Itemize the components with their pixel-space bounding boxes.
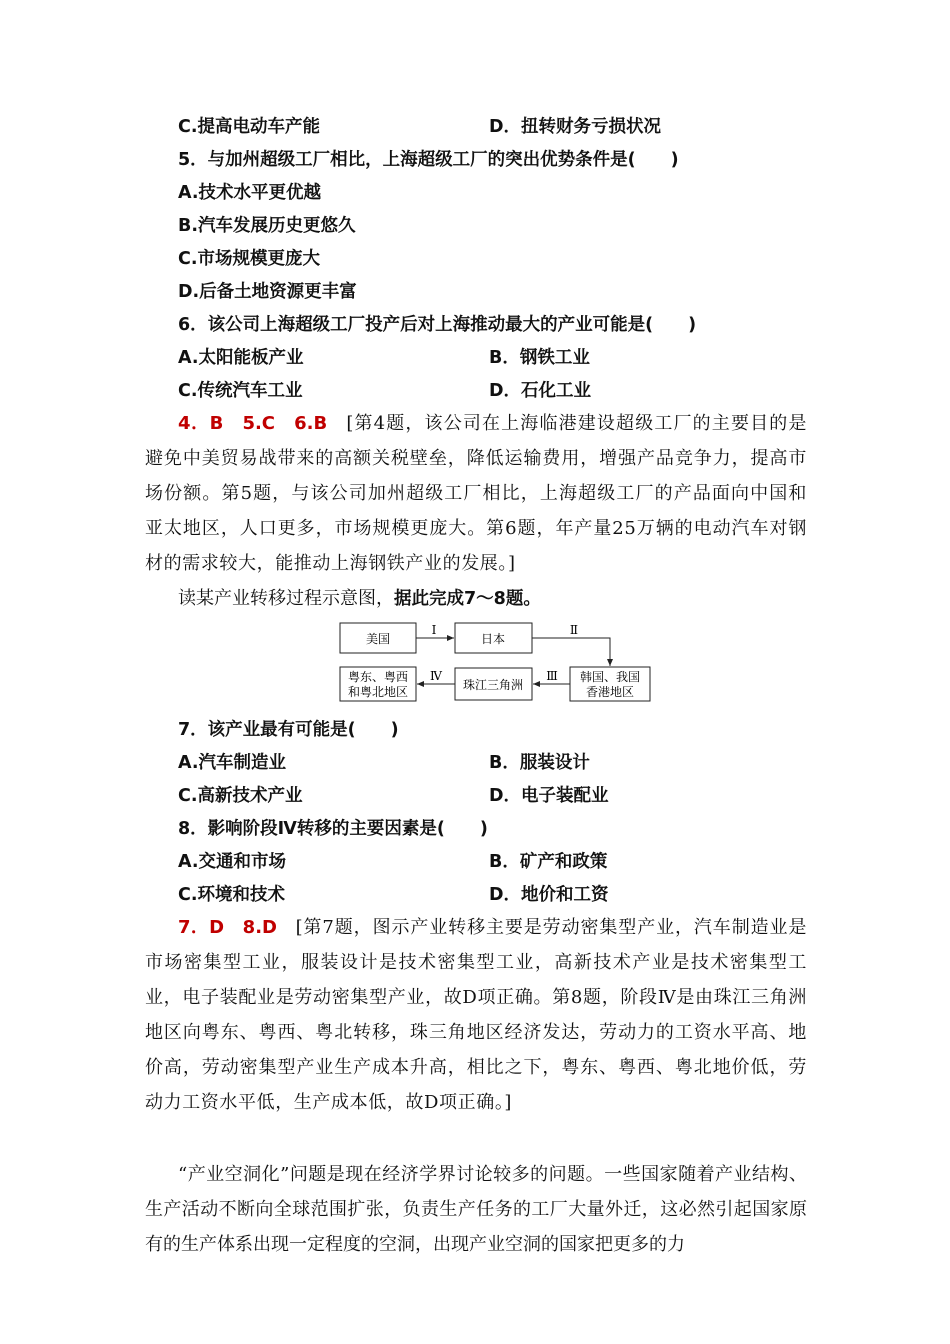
q8-option-a: A.交通和市场 bbox=[178, 852, 287, 872]
q7-option-c: C.高新技术产业 bbox=[178, 786, 303, 806]
arrow-stage-2 bbox=[532, 638, 610, 666]
q8-stem: 8．影响阶段Ⅳ转移的主要因素是( ) bbox=[178, 819, 488, 839]
q8-option-c: C.环境和技术 bbox=[178, 885, 285, 905]
q6-option-d: D．石化工业 bbox=[489, 381, 592, 401]
q7-stem: 7．该产业最有可能是( ) bbox=[178, 720, 399, 740]
label-korea-hk-1: 韩国、我国 bbox=[579, 670, 641, 684]
intro-7-8 bbox=[178, 586, 541, 612]
q6-option-c: C.传统汽车工业 bbox=[178, 381, 303, 401]
q8-option-b: B．矿产和政策 bbox=[489, 852, 608, 872]
q5-option-b: B.汽车发展历史更悠久 bbox=[178, 216, 356, 236]
answer-explanation-7-8 bbox=[145, 910, 807, 1120]
intro-lead: 读某产业转移过程示意图， bbox=[178, 588, 394, 609]
answer-label-4-6: 4．B 5.C 6.B bbox=[178, 413, 328, 434]
intro-rest: 据此完成7～8题。 bbox=[394, 589, 541, 609]
q4-option-d: D．扭转财务亏损状况 bbox=[489, 117, 662, 137]
label-japan: 日本 bbox=[480, 632, 506, 646]
label-usa: 美国 bbox=[365, 632, 391, 646]
q8-option-d: D．地价和工资 bbox=[489, 885, 609, 905]
hollowing-paragraph: “产业空洞化”问题是现在经济学界讨论较多的问题。一些国家随着产业结构、生产活动不断向全球范围扩张，负责生产任务的工厂大量外迁，这必然引起国家原有的生产体系出现一定程度的空洞，出现产业空洞的国家把更多的力 bbox=[145, 1164, 807, 1255]
answer-text-4-6: [第4题，该公司在上海临港建设超级工厂的主要目的是避免中美贸易战带来的高额关税壁垒，降低运输费用，增强产品竞争力，提高市场份额。第5题，与该公司加州超级工厂相比，上海超级工厂的产品面向中国和亚太地区，人口更多，市场规模更庞大。第6题，年产量25万辆的电动汽车对钢材的需求较大，能推动上海钢铁产业的发展。] bbox=[145, 413, 807, 574]
q5-option-c: C.市场规模更庞大 bbox=[178, 249, 320, 269]
stage-1-label: Ⅰ bbox=[431, 623, 437, 637]
answer-label-7-8: 7．D 8.D bbox=[178, 917, 277, 938]
stage-2-label: Ⅱ bbox=[569, 623, 579, 637]
answer-explanation-4-6 bbox=[145, 406, 807, 581]
stage-3-label: Ⅲ bbox=[546, 669, 558, 683]
stage-4-label: Ⅳ bbox=[430, 669, 442, 683]
q6-option-a: A.太阳能板产业 bbox=[178, 348, 304, 368]
q6-stem: 6．该公司上海超级工厂投产后对上海推动最大的产业可能是( ) bbox=[178, 315, 697, 335]
q7-option-a: A.汽车制造业 bbox=[178, 753, 287, 773]
industry-transfer-diagram bbox=[338, 620, 658, 706]
label-prd: 珠江三角洲 bbox=[462, 678, 524, 692]
label-guangdong-2: 和粤北地区 bbox=[347, 685, 409, 699]
q4-option-c: C.提高电动车产能 bbox=[178, 117, 320, 137]
label-guangdong-1: 粤东、粤西 bbox=[347, 670, 409, 684]
q5-option-a: A.技术水平更优越 bbox=[178, 183, 322, 203]
label-korea-hk-2: 香港地区 bbox=[585, 685, 635, 699]
q5-stem: 5．与加州超级工厂相比，上海超级工厂的突出优势条件是( ) bbox=[178, 150, 679, 170]
q7-option-b: B．服装设计 bbox=[489, 753, 590, 773]
q7-option-d: D．电子装配业 bbox=[489, 786, 609, 806]
q5-option-d: D.后备土地资源更丰富 bbox=[178, 282, 357, 302]
q6-option-b: B．钢铁工业 bbox=[489, 348, 590, 368]
answer-text-7-8: [第7题，图示产业转移主要是劳动密集型产业，汽车制造业是市场密集型工业，服装设计是技术密集型工业，高新技术产业是技术密集型工业，电子装配业是劳动密集型产业，故D项正确。第8题，阶段Ⅳ是由珠江三角洲地区向粤东、粤西、粤北转移，珠三角地区经济发达，劳动力的工资水平高、地价高，劳动密集型产业生产成本升高，相比之下，粤东、粤西、粤北地价低，劳动力工资水平低，生产成本低，故D项正确。] bbox=[145, 917, 807, 1113]
